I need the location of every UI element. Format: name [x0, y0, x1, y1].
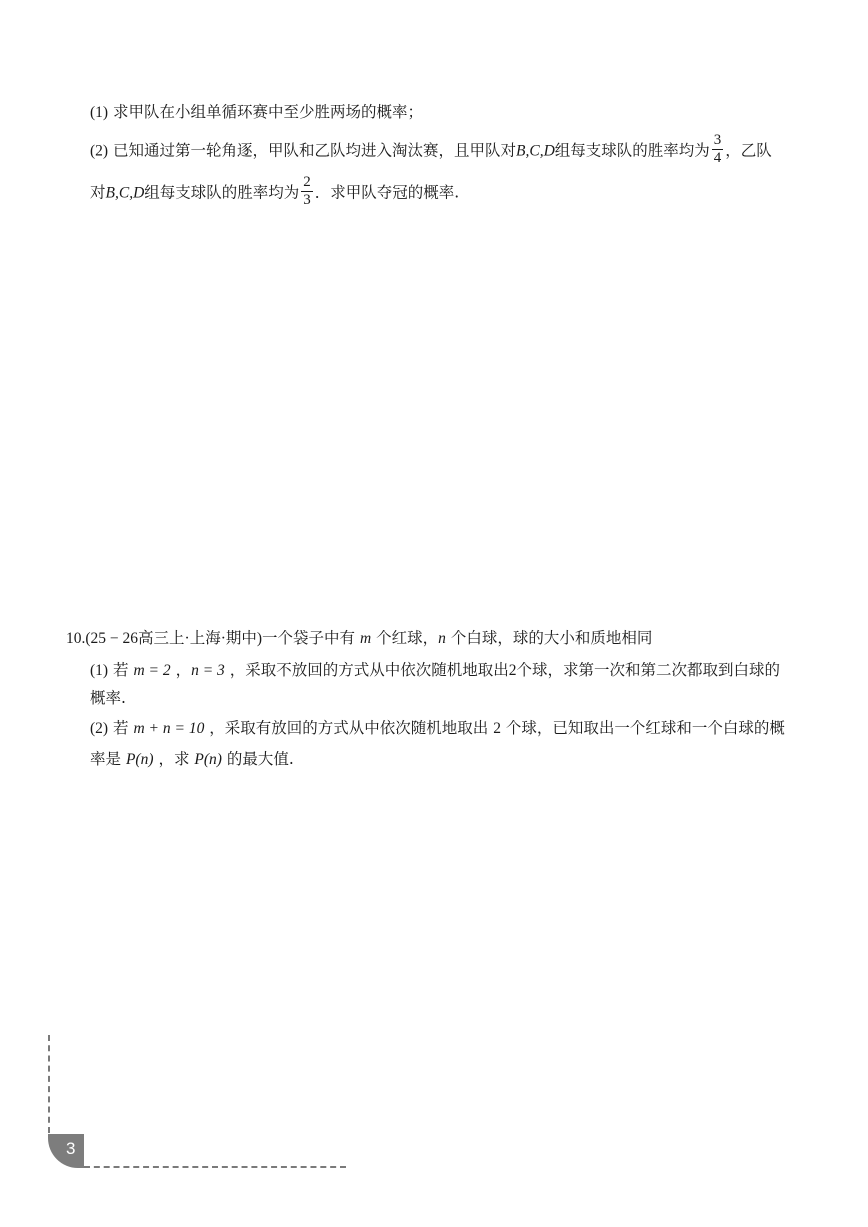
q10-stem-c: 个白球，球的大小和质地相同 [450, 629, 653, 647]
q9-part1 [90, 101, 423, 124]
q9-part2-line2 [90, 176, 459, 211]
q10-part2-line1 [90, 717, 785, 740]
q9-part1-label: (1) [90, 104, 109, 121]
q10-part2-eq: m + n = 10 [133, 720, 205, 737]
q10-part2-pn-1: P(n) [125, 751, 154, 768]
q10-part1-two: 2 [508, 662, 517, 679]
q10-part2-two: 2 [493, 720, 501, 737]
q10-part1-line2 [90, 687, 126, 709]
q10-part1-d: 个球，求第一次和第二次都取到白球的 [516, 661, 781, 679]
q9-teams-1: B,C,D [516, 142, 555, 160]
q10-part1-eq-m: m = 2 [133, 662, 171, 679]
q10-source: (25 − 26高三上·上海·期中) [85, 630, 263, 647]
q10-part2-pn-2: P(n) [194, 751, 222, 768]
q10-part1-line1 [90, 659, 780, 682]
q9-frac1-denominator: 4 [713, 150, 722, 166]
q10-part2-line2-c: 的最大值. [226, 750, 294, 768]
q10-part1-a: 若 [113, 661, 129, 679]
q10-var-n: n [438, 630, 446, 647]
q10-stem-b: 个红球， [376, 629, 439, 647]
q9-fraction-2-3 [301, 174, 313, 209]
q10-part2-label: (2) [90, 720, 109, 737]
q10-number: 10. [66, 630, 86, 647]
q10-part2-line2 [90, 748, 294, 771]
q9-frac2-denominator: 3 [303, 192, 311, 208]
q9-frac2-numerator: 2 [303, 174, 311, 190]
q10-part2-line2-a: 率是 [90, 750, 122, 768]
footer-vertical-dashed-rule [48, 1035, 50, 1133]
q9-part2-text-a: 已知通过第一轮角逐，甲队和乙队均进入淘汰赛，且甲队对 [113, 141, 517, 160]
q9-frac1-numerator: 3 [713, 132, 722, 148]
q9-part2-label: (2) [90, 142, 109, 160]
q10-part2-a: 若 [113, 719, 129, 737]
q9-part2-line1 [90, 134, 772, 169]
q10-part2-line2-b: ，求 [158, 750, 190, 768]
q9-part2-line2-b: 组每支球队的胜率均为 [144, 183, 300, 202]
q10-part2-c: 个球，已知取出一个红球和一个白球的概 [505, 719, 785, 737]
q10-part1-b: ， [175, 661, 192, 679]
q9-teams-2: B,C,D [105, 184, 145, 202]
q9-part2-line2-a: 对 [90, 183, 106, 202]
q10-part1-c: ，采取不放回的方式从中依次随机地取出 [229, 661, 509, 679]
q10-part1-eq-n: n = 3 [191, 662, 225, 679]
q9-fraction-3-4 [712, 132, 724, 167]
q10-part2-b: ，采取有放回的方式从中依次随机地取出 [209, 719, 489, 737]
footer-horizontal-dashed-rule [84, 1166, 346, 1168]
q10-var-m: m [359, 630, 372, 647]
q10-part1-label: (1) [90, 662, 109, 679]
q9-part1-text: 求甲队在小组单循环赛中至少胜两场的概率； [113, 103, 424, 121]
q9-part2-line2-c: ．求甲队夺冠的概率. [314, 183, 460, 202]
q9-part2-text-b: 组每支球队的胜率均为 [554, 141, 710, 160]
page-number: 3 [66, 1139, 76, 1158]
q10-part1-line2-text: 概率. [90, 689, 126, 707]
q10-stem [66, 627, 652, 650]
q9-part2-text-c: ，乙队 [725, 141, 772, 160]
q10-stem-a: 一个袋子中有 [262, 629, 356, 647]
